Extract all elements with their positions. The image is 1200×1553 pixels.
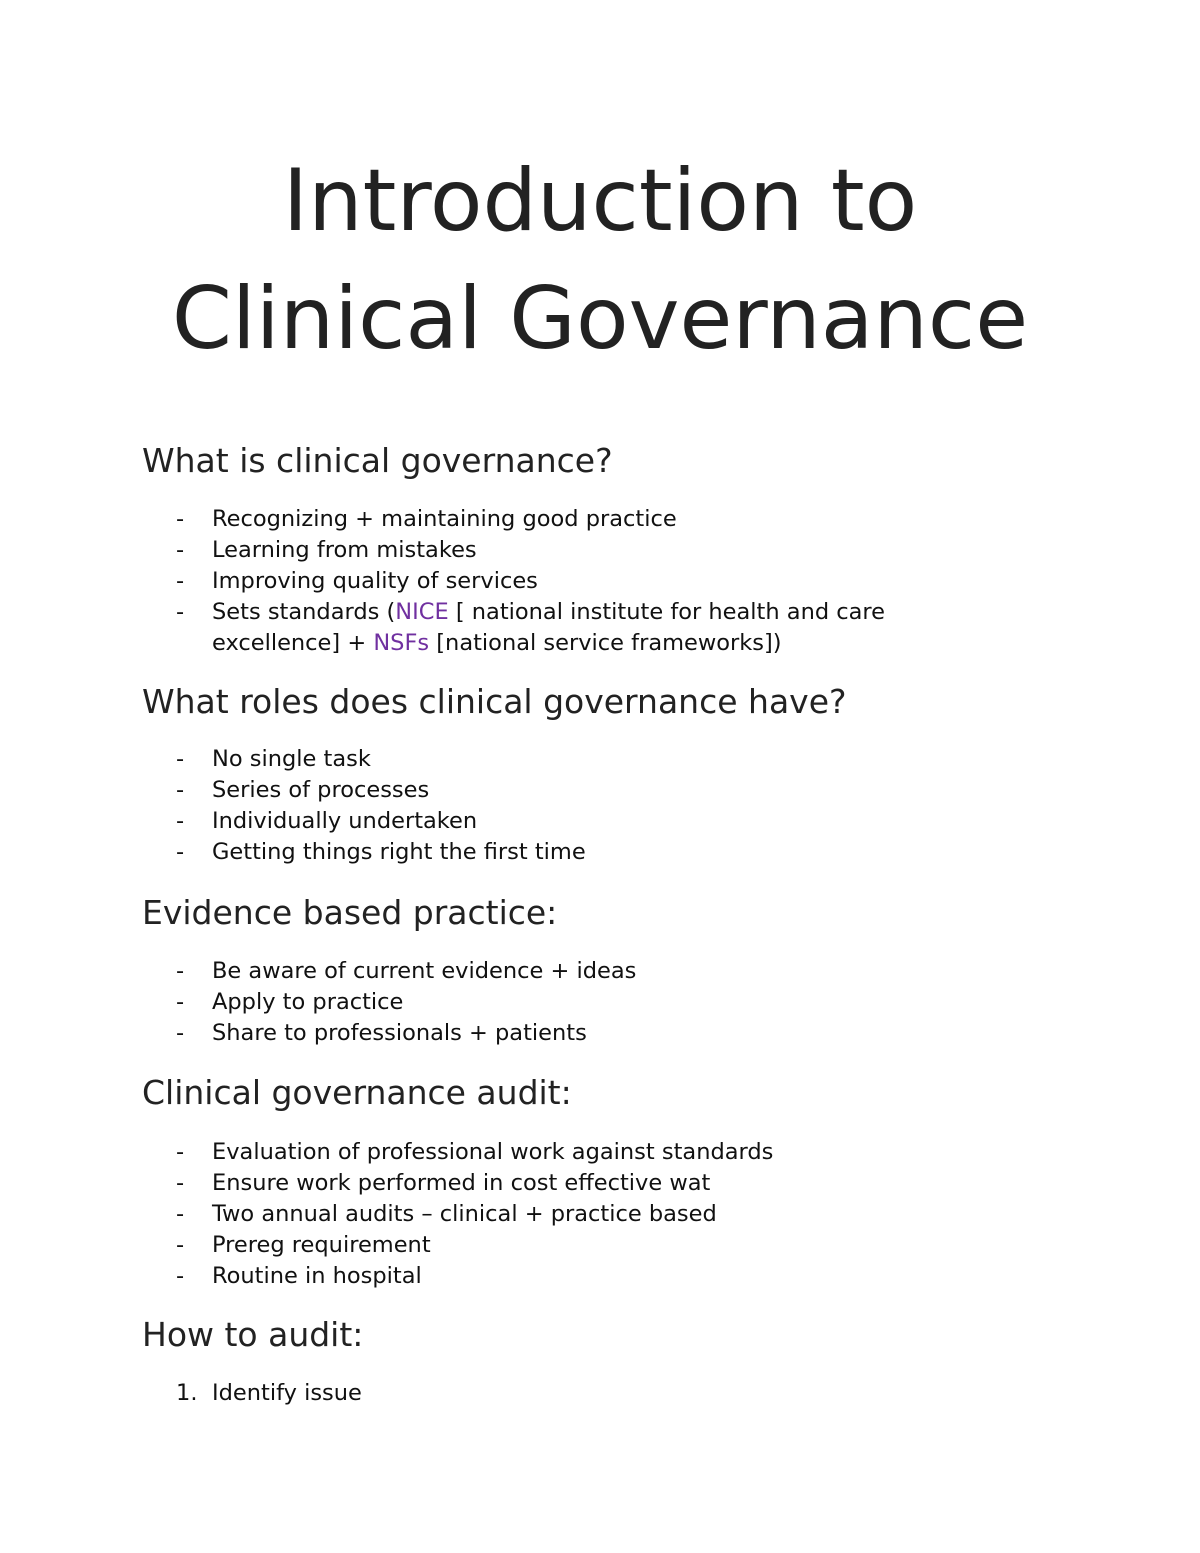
bullet-marker: - — [176, 746, 185, 772]
list-item — [0, 597, 932, 659]
list-evidence — [0, 956, 932, 1049]
list-item — [0, 1168, 932, 1199]
bullet-marker: - — [176, 1170, 185, 1196]
list-item — [0, 504, 932, 535]
list-item-text: Series of processes — [212, 777, 430, 803]
section-heading-roles: What roles does clinical governance have? — [142, 682, 847, 721]
bullet-marker: - — [176, 568, 185, 594]
section-heading-how-to-audit: How to audit: — [142, 1315, 364, 1354]
section-heading-what-is: What is clinical governance? — [142, 441, 613, 480]
list-what-is — [0, 504, 932, 659]
list-item — [0, 806, 932, 837]
list-item-text: Routine in hospital — [212, 1263, 422, 1289]
list-item-text-part: [ national institute for health and care excellence] + — [212, 599, 886, 656]
list-item-text: Two annual audits – clinical + practice based — [212, 1201, 717, 1227]
list-item — [0, 1199, 932, 1230]
section-heading-evidence: Evidence based practice: — [142, 893, 558, 932]
list-item — [0, 837, 932, 868]
list-item-text: No single task — [212, 746, 371, 772]
bullet-marker: - — [176, 1139, 185, 1165]
list-how-to-audit — [0, 1378, 932, 1409]
list-item — [0, 987, 932, 1018]
list-item — [0, 566, 932, 597]
list-item — [0, 1230, 932, 1261]
list-item-text: Be aware of current evidence + ideas — [212, 958, 637, 984]
list-item — [0, 1261, 932, 1292]
list-item-text: Apply to practice — [212, 989, 404, 1015]
list-item-text: Identify issue — [212, 1380, 362, 1406]
bullet-marker: - — [176, 1263, 185, 1289]
nsfs-term: NSFs — [373, 630, 430, 656]
bullet-marker: - — [176, 599, 185, 625]
list-roles — [0, 744, 932, 868]
list-item — [0, 1137, 932, 1168]
title-line-1: Introduction to — [282, 151, 918, 251]
nice-term: NICE — [395, 599, 449, 625]
list-item — [0, 775, 932, 806]
list-item — [0, 744, 932, 775]
list-item-text: Individually undertaken — [212, 808, 478, 834]
bullet-marker: - — [176, 1020, 185, 1046]
section-heading-audit: Clinical governance audit: — [142, 1073, 572, 1112]
bullet-marker: - — [176, 1201, 185, 1227]
numbered-list-item — [0, 1378, 932, 1409]
bullet-marker: - — [176, 537, 185, 563]
list-item-text: Share to professionals + patients — [212, 1020, 587, 1046]
list-item-text: Learning from mistakes — [212, 537, 477, 563]
bullet-marker: - — [176, 506, 185, 532]
bullet-marker: - — [176, 777, 185, 803]
bullet-marker: - — [176, 839, 185, 865]
bullet-marker: - — [176, 958, 185, 984]
list-item-text: Getting things right the first time — [212, 839, 586, 865]
number-marker: 1. — [176, 1380, 198, 1406]
bullet-marker: - — [176, 1232, 185, 1258]
list-item-text: Prereg requirement — [212, 1232, 431, 1258]
list-audit — [0, 1137, 932, 1292]
list-item — [0, 1018, 932, 1049]
list-item — [0, 956, 932, 987]
document-title — [0, 142, 1200, 378]
list-item-text: Evaluation of professional work against standards — [212, 1139, 774, 1165]
list-item-text-part: Sets standards ( — [212, 599, 396, 625]
bullet-marker: - — [176, 989, 185, 1015]
title-line-2: Clinical Governance — [171, 269, 1029, 369]
bullet-marker: - — [176, 808, 185, 834]
list-item-text: Ensure work performed in cost effective wat — [212, 1170, 711, 1196]
list-item-text-part: [national service frameworks]) — [429, 630, 782, 656]
list-item-text: Improving quality of services — [212, 568, 538, 594]
list-item-text: Recognizing + maintaining good practice — [212, 506, 677, 532]
list-item — [0, 535, 932, 566]
